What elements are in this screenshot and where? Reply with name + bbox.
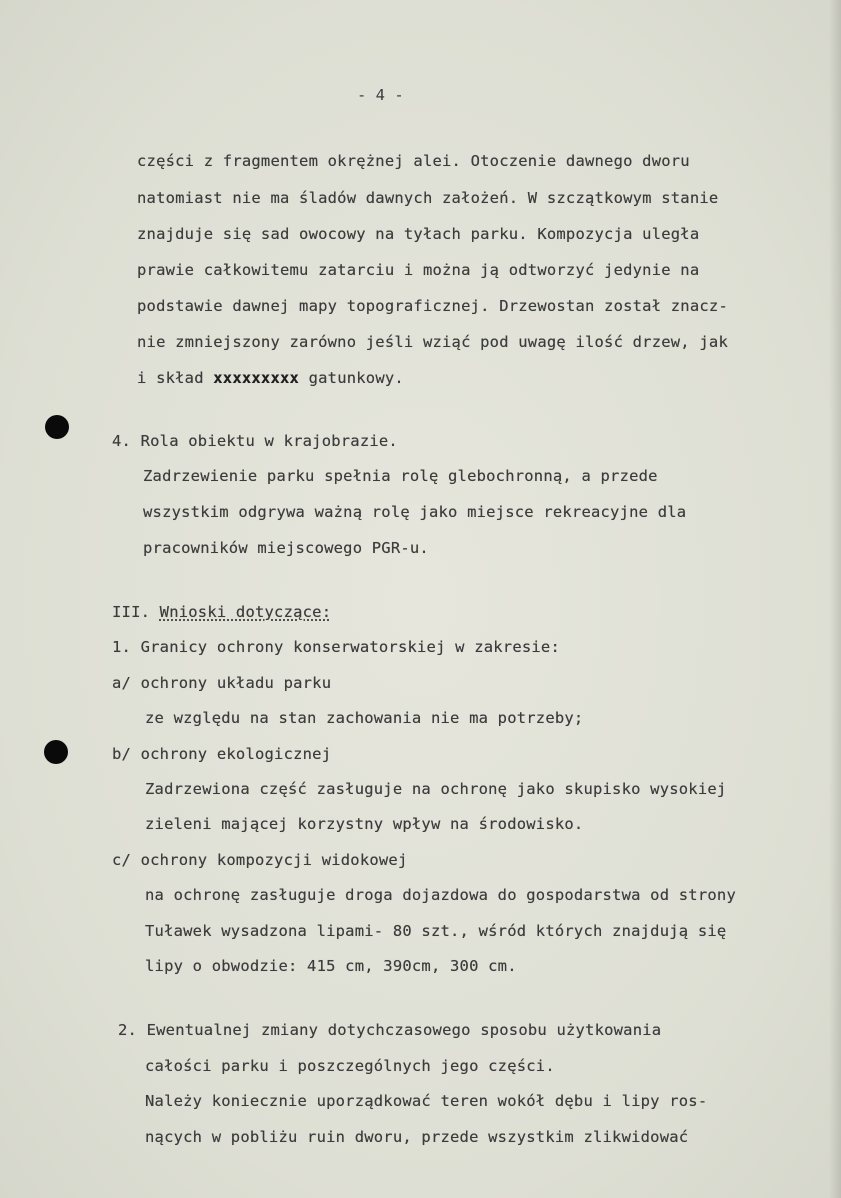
list-item: 1. Granicy ochrony konserwatorskiej w zakresie: (112, 638, 560, 656)
paragraph-last-line (137, 369, 404, 387)
list-item: 2. Ewentualnej zmiany dotychczasowego sposobu użytkowania (118, 1021, 662, 1039)
sub-item-label: c/ ochrony kompozycji widokowej (112, 851, 408, 869)
page-number: - 4 - (357, 86, 404, 104)
paragraph-line: Tuławek wysadzona lipami- 80 szt., wśród których znajdują się (145, 922, 727, 940)
paragraph-line: lipy o obwodzie: 415 cm, 390cm, 300 cm. (145, 957, 517, 975)
paragraph-line: znajduje się sad owocowy na tyłach parku. Kompozycja uległa (137, 225, 700, 243)
paragraph-line: nących w pobliżu ruin dworu, przede wszystkim zlikwidować (145, 1128, 689, 1146)
text-segment: i skład (137, 369, 214, 387)
heading-number: III. (112, 603, 160, 621)
paragraph-line: zieleni mającej korzystny wpływ na środowisko. (145, 815, 584, 833)
paragraph-line: Należy koniecznie uporządkować teren wokół dębu i lipy ros- (145, 1092, 708, 1110)
page-edge-shadow (829, 0, 841, 1198)
punch-hole (44, 740, 68, 764)
section-heading: 4. Rola obiektu w krajobrazie. (112, 432, 398, 450)
section-heading (112, 603, 331, 621)
punch-hole (45, 415, 69, 439)
paragraph-line: Zadrzewienie parku spełnia rolę glebochronną, a przede (143, 467, 658, 485)
paragraph-line: Zadrzewiona część zasługuje na ochronę jako skupisko wysokiej (145, 780, 727, 798)
paragraph-line: części z fragmentem okrężnej alei. Otoczenie dawnego dworu (137, 152, 690, 170)
struck-out-text: xxxxxxxxx (213, 369, 300, 387)
paragraph-line: na ochronę zasługuje droga dojazdowa do gospodarstwa od strony (145, 886, 736, 904)
paragraph-line: nie zmniejszony zarówno jeśli wziąć pod uwagę ilość drzew, jak (137, 333, 728, 351)
paragraph-line: pracowników miejscowego PGR-u. (143, 539, 429, 557)
sub-item-label: a/ ochrony układu parku (112, 674, 332, 692)
paragraph-line: ze względu na stan zachowania nie ma potrzeby; (145, 709, 584, 727)
paragraph-line: podstawie dawnej mapy topograficznej. Drzewostan został znacz- (137, 297, 728, 315)
paragraph-line: wszystkim odgrywa ważną rolę jako miejsce rekreacyjne dla (143, 503, 687, 521)
heading-text: Wnioski dotyczące: (159, 603, 332, 621)
paragraph-line: natomiast nie ma śladów dawnych założeń. W szczątkowym stanie (137, 189, 719, 207)
paragraph-line: całości parku i poszczególnych jego części. (145, 1057, 555, 1075)
paragraph-line: prawie całkowitemu zatarciu i można ją odtworzyć jedynie na (137, 261, 700, 279)
text-segment: gatunkowy. (299, 369, 404, 387)
sub-item-label: b/ ochrony ekologicznej (112, 745, 332, 763)
